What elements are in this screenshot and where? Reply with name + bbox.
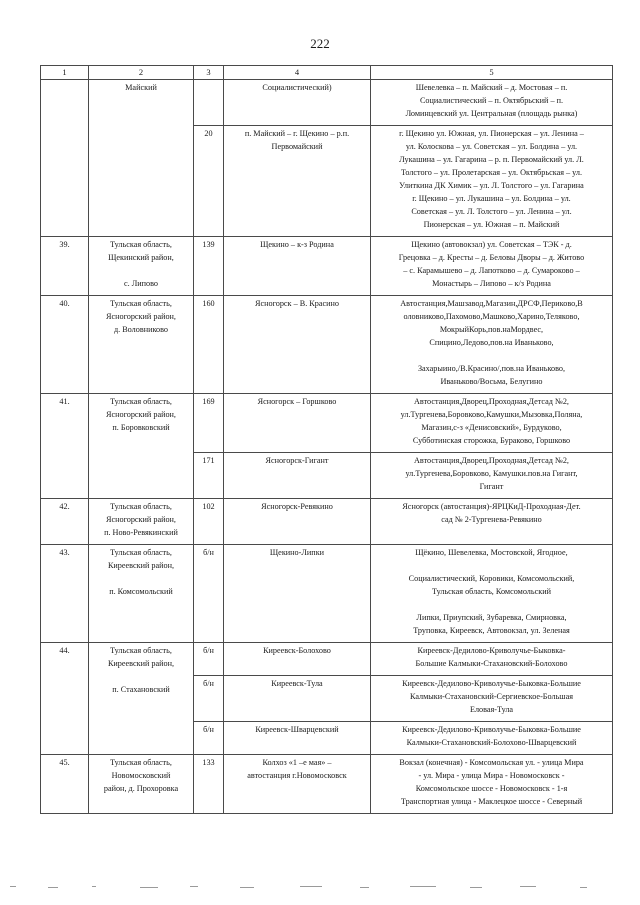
routes-table: [40, 65, 613, 814]
route-stops-line: - ул. Мира - улица Мира - Новомосковск -: [418, 771, 565, 780]
route-stops-line: Монастырь – Липово – к/з Родина: [432, 279, 551, 288]
route-stops-line: Улиткина ДК Химик – ул. Л. Толстого – ул. Гагарина: [399, 181, 584, 190]
route-stops-line: Липки, Приупский, Зубаревка, Смирновка,: [416, 613, 567, 622]
table-row: [41, 643, 613, 676]
locality-line: Новомосковский: [111, 771, 171, 780]
route-stops-line: Гигант: [479, 482, 504, 491]
route-number-cell: 133: [194, 755, 224, 814]
route-stops-line: Шевелевка – п. Майский – д. Мостовая – п.: [415, 83, 568, 92]
header-col-3: 3: [194, 66, 224, 80]
route-stops-line: Автостанция,Дворец,Проходная,Детсад №2,: [414, 456, 569, 465]
locality-line: с. Липово: [123, 279, 159, 288]
route-number-cell: 169: [194, 394, 224, 453]
locality-line: Тульская область,: [110, 502, 172, 511]
header-col-1: 1: [41, 66, 89, 80]
page-number: 222: [310, 36, 330, 51]
route-name-line: Киреевск-Тула: [271, 679, 323, 688]
header-col-5: 5: [371, 66, 613, 80]
route-name-cell: [224, 755, 371, 814]
route-stops-line: Толстого – ул. Пролетарская – ул. Октябрьская – ул.: [400, 168, 583, 177]
locality-line: Тульская область,: [110, 240, 172, 249]
route-name-line: Киреевск-Шварцевский: [255, 725, 339, 734]
route-index-cell: 42.: [41, 499, 89, 545]
route-name-line: Ясногорск-Гигант: [265, 456, 329, 465]
locality-cell: [89, 394, 194, 499]
locality-cell: [89, 237, 194, 296]
route-stops-cell: [371, 394, 613, 453]
route-stops-line: Калмыки-Стахановский-Болохово-Шварцевский: [406, 738, 577, 747]
route-name-cell: [224, 394, 371, 453]
route-index-cell: 39.: [41, 237, 89, 296]
route-stops-line: Автостанция,Машзавод,Магазин,ДРСФ,Периково,В: [400, 299, 583, 308]
route-stops-line: Лукашина – ул. Гагарина – р. п. Первомайский ул. Л.: [399, 155, 584, 164]
route-stops-line: ул. Колоскова – ул. Советская – ул. Болдина – ул.: [405, 142, 578, 151]
route-name-line: автостанция г.Новомосковск: [247, 771, 347, 780]
locality-line: Ясногорский район,: [106, 410, 176, 419]
locality-line: п. Ново-Ревякинский: [104, 528, 178, 537]
route-stops-line: Грецовка – д. Кресты – д. Беловы Дворы – д. Житово: [398, 253, 585, 262]
route-stops-line: Иваньково/Восьма, Белугино: [440, 377, 543, 386]
locality-cell: [89, 643, 194, 755]
route-stops-cell: [371, 499, 613, 545]
route-stops-line: Ясногорск (автостанция)-ЯРЦКиД-Проходная-Дет.: [402, 502, 581, 511]
locality-line: Тульская область,: [110, 299, 172, 308]
route-number-cell: 160: [194, 296, 224, 394]
route-stops-cell: [371, 296, 613, 394]
route-stops-line: Киреевск-Дедилово-Криволучье-Быковка-: [417, 646, 566, 655]
table-row: [41, 394, 613, 453]
route-name-line: п. Майский – г. Щекино – р.п.: [244, 129, 350, 138]
locality-line: д. Воловниково: [113, 325, 169, 334]
route-stops-line: г. Щекино – ул. Лукашина – ул. Болдина – ул.: [412, 194, 571, 203]
locality-line: Киреевский район,: [107, 561, 175, 570]
route-number-cell: б/н: [194, 722, 224, 755]
locality-line: район, д. Прохоровка: [103, 784, 179, 793]
scan-noise-strip: [0, 884, 640, 890]
route-number-cell: б/н: [194, 676, 224, 722]
route-stops-line: Пионерская – ул. Южная – п. Майский: [423, 220, 560, 229]
locality-line: п. Стахановский: [112, 685, 170, 694]
locality-line: Киреевский район,: [107, 659, 175, 668]
locality-cell: [89, 499, 194, 545]
route-name-line: Щекино-Липки: [269, 548, 325, 557]
route-stops-line: Киреевск-Дедилово-Криволучье-Быковка-Большие: [402, 725, 581, 734]
route-stops-cell: [371, 545, 613, 643]
locality-line: Тульская область,: [110, 397, 172, 406]
route-name-cell: [224, 453, 371, 499]
locality-line: [92, 264, 190, 277]
table-row: [41, 545, 613, 643]
route-name-cell: [224, 545, 371, 643]
route-number-cell: [194, 80, 224, 126]
route-name-cell: [224, 499, 371, 545]
locality-line: п. Боровковский: [112, 423, 170, 432]
route-stops-line: сад № 2-Тургенева-Ревякино: [441, 515, 542, 524]
locality-line: п. Комсомольский: [109, 587, 173, 596]
route-stops-line: Советская – ул. Л. Толстого – ул. Ленина – ул.: [411, 207, 572, 216]
table-row: [41, 499, 613, 545]
route-number-cell: 20: [194, 126, 224, 237]
route-stops-cell: [371, 676, 613, 722]
route-name-line: Киреевск-Болохово: [263, 646, 331, 655]
route-name-line: Ясногорск – Горшково: [257, 397, 337, 406]
route-stops-line: Захарыино,/В.Красино/,пов.на Иваньково,: [417, 364, 566, 373]
route-name-line: Ясногорск – В. Красино: [255, 299, 339, 308]
route-stops-line: Субботинская сторожка, Бураково, Горшково: [412, 436, 571, 445]
locality-line: Ясногорский район,: [106, 312, 176, 321]
route-stops-line: Щекино (автовокзал) ул. Советская – ТЭК - д.: [411, 240, 572, 249]
routes-table-body: [41, 66, 613, 814]
route-stops-cell: [371, 722, 613, 755]
locality-line: Майский: [125, 83, 157, 92]
table-row: [41, 296, 613, 394]
route-stops-line: Большие Калмыки-Стахановский-Болохово: [415, 659, 568, 668]
route-name-cell: [224, 643, 371, 676]
route-name-cell: [224, 296, 371, 394]
route-name-line: Ясногорск-Ревякино: [261, 502, 333, 511]
header-col-2: 2: [89, 66, 194, 80]
locality-cell: [89, 296, 194, 394]
route-stops-cell: [371, 755, 613, 814]
route-name-cell: [224, 126, 371, 237]
locality-line: Тульская область,: [110, 646, 172, 655]
table-row: [41, 755, 613, 814]
table-row: [41, 80, 613, 126]
route-index-cell: 44.: [41, 643, 89, 755]
route-stops-line: Социалистический – п. Октябрьский – п.: [419, 96, 564, 105]
locality-cell: [89, 755, 194, 814]
route-stops-line: МокрыйКорь,пов.наМордвес,: [439, 325, 544, 334]
route-stops-line: [374, 598, 609, 611]
route-stops-line: Тульская область, Комсомольский: [432, 587, 551, 596]
route-stops-line: – с. Карамышево – д. Лапотково – д. Сумароково –: [403, 266, 580, 275]
route-index-cell: 41.: [41, 394, 89, 499]
header-row: [41, 66, 613, 80]
route-stops-line: ул.Тургенева,Боровково, Камушки.пов.на Гигант,: [405, 469, 578, 478]
route-stops-line: Вокзал (конечная) - Комсомольская ул. - улица Мира: [399, 758, 584, 767]
route-name-cell: [224, 676, 371, 722]
route-stops-line: Щёкино, Шевелевка, Мостовской, Ягодное,: [415, 548, 568, 557]
route-number-cell: 102: [194, 499, 224, 545]
table-row: [41, 237, 613, 296]
route-stops-cell: [371, 80, 613, 126]
route-stops-line: Социалистический, Коровики, Комсомольский,: [408, 574, 575, 583]
route-name-cell: [224, 80, 371, 126]
route-stops-cell: [371, 453, 613, 499]
locality-cell: [89, 80, 194, 237]
route-stops-line: Труповка, Киреевск, Автовокзал, ул. Зеленая: [413, 626, 570, 635]
route-stops-line: ул.Тургенева,Боровково,Камушки,Мызовка,Поляна,: [400, 410, 583, 419]
route-stops-line: Автостанция,Дворец,Проходная,Детсад №2,: [414, 397, 569, 406]
route-index-cell: 43.: [41, 545, 89, 643]
locality-line: Тульская область,: [110, 548, 172, 557]
route-stops-line: Комсомольское шоссе - Новомосковск - 1-я: [415, 784, 568, 793]
route-stops-line: г. Щекино ул. Южная, ул. Пионерская – ул. Ленина –: [399, 129, 584, 138]
route-index-cell: [41, 80, 89, 237]
locality-line: [92, 572, 190, 585]
route-stops-cell: [371, 126, 613, 237]
route-index-cell: 45.: [41, 755, 89, 814]
route-name-cell: [224, 722, 371, 755]
route-stops-line: Еловая-Тула: [469, 705, 514, 714]
route-stops-cell: [371, 237, 613, 296]
route-stops-line: Калмыки-Стахановский-Сергиевское-Большая: [409, 692, 574, 701]
route-number-cell: 171: [194, 453, 224, 499]
locality-line: [92, 670, 190, 683]
route-name-cell: [224, 237, 371, 296]
locality-line: Щекинский район,: [108, 253, 174, 262]
locality-line: Тульская область,: [110, 758, 172, 767]
route-name-line: Первомайский: [271, 142, 323, 151]
route-index-cell: 40.: [41, 296, 89, 394]
route-number-cell: 139: [194, 237, 224, 296]
route-number-cell: б/н: [194, 545, 224, 643]
route-stops-line: [374, 559, 609, 572]
route-stops-line: Магазин,с-з «Денисовский», Бурдуково,: [421, 423, 562, 432]
route-name-line: Социалистический): [262, 83, 332, 92]
locality-cell: [89, 545, 194, 643]
locality-line: Ясногорский район,: [106, 515, 176, 524]
route-stops-line: Киреевск-Дедилово-Криволучье-Быковка-Большие: [402, 679, 581, 688]
route-stops-line: оловниково,Пахомово,Машково,Харино,Теляково,: [403, 312, 580, 321]
header-col-4: 4: [224, 66, 371, 80]
route-stops-line: Спицино,Ледово,пов.на Иваньково,: [429, 338, 554, 347]
route-name-line: Колхоз «1 –е мая» –: [262, 758, 332, 767]
route-stops-line: [374, 349, 609, 362]
route-stops-line: Ломинцевский ул. Центральная (площадь рынка): [405, 109, 578, 118]
route-name-line: Щекино – к-з Родина: [260, 240, 334, 249]
route-stops-cell: [371, 643, 613, 676]
route-number-cell: б/н: [194, 643, 224, 676]
route-stops-line: Транспортная улица - Маклецкое шоссе - Северный: [400, 797, 583, 806]
